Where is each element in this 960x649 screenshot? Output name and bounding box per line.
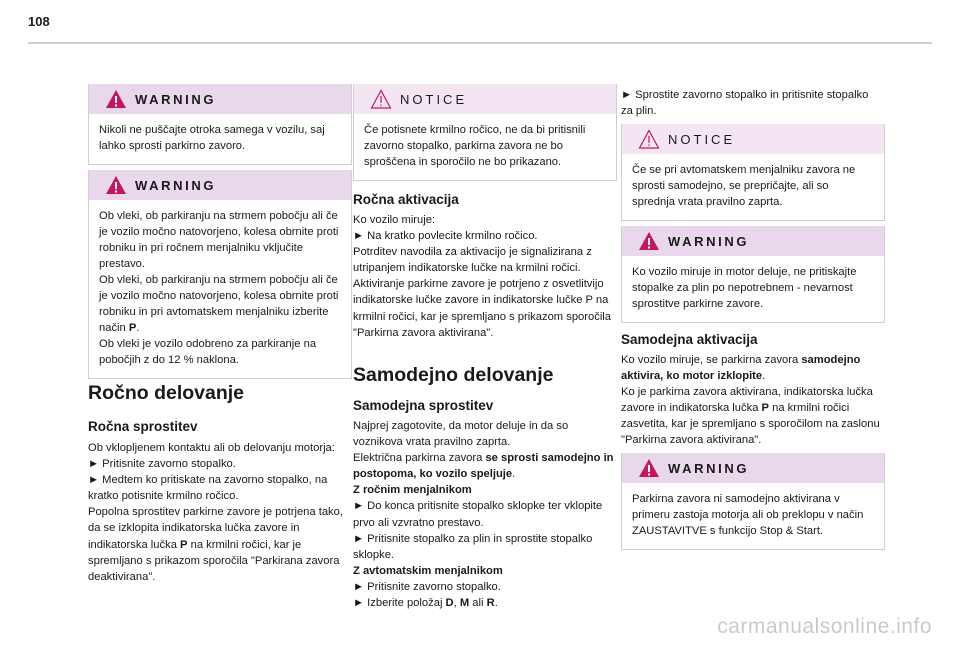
paragraph	[88, 504, 350, 584]
paragraph	[353, 482, 615, 498]
notice-icon	[370, 89, 392, 109]
step: ► Pritisnite zavorno stopalko.	[353, 580, 501, 593]
text-run: ,	[453, 597, 460, 610]
notice-title: NOTICE	[668, 132, 736, 147]
bold-run: se sprosti samodejno in postopoma, ko vozilo speljuje	[353, 452, 614, 481]
warning-paragraph: Ob vleki je vozilo odobreno za parkiranje na pobočjih z do 12 % naklona.	[99, 338, 317, 366]
subsection-heading: Samodejna aktivacija	[621, 332, 758, 347]
notice-icon	[638, 129, 660, 149]
warning-title: WARNING	[668, 461, 750, 476]
warning-header	[622, 453, 884, 483]
notice-header	[354, 84, 616, 114]
paragraph	[621, 384, 883, 448]
section-heading: Samodejno delovanje	[353, 364, 554, 386]
body-text	[88, 440, 350, 585]
watermark: carmanualsonline.info	[717, 615, 932, 638]
bold-run: Z avtomatskim menjalnikom	[353, 564, 503, 577]
bold-run: M	[459, 597, 470, 610]
step: ► Sprostite zavorno stopalko in pritisnite stopalko za plin.	[621, 89, 869, 118]
bold-run: samodejno aktivira, ko motor izklopite	[621, 354, 861, 383]
text-run: .	[136, 322, 140, 334]
subsection-heading: Ročna sprostitev	[88, 419, 198, 434]
paragraph: Ko vozilo miruje:	[353, 214, 436, 226]
paragraph: Potrditev navodila za aktivacijo je signalizirana z utripanjem indikatorske lučke na krmilni ročici. Aktiviranje parkirne zavore je potrjeno z osvetlitvijo indikatorske lučke zavore in indikatorske lučke P na krmilni ročici, kar je spremljano s prikazom sporočila "Parkirna zavora aktivirana".	[353, 246, 612, 339]
paragraph	[353, 450, 615, 482]
paragraph: Najprej zagotovite, da motor deluje in da so voznikova vrata pravilno zaprta.	[353, 420, 569, 449]
text-run: ali	[469, 597, 487, 610]
paragraph	[621, 352, 883, 384]
warning-box-3	[621, 226, 885, 323]
page-number: 108	[28, 14, 50, 29]
body-text	[353, 212, 615, 341]
warning-title: WARNING	[135, 92, 217, 107]
text-run: .	[762, 370, 766, 383]
text-run: na krmilni ročici zasvetita, kar je spremljano s sporočilom na zaslonu "Parkirna zavora aktivirana".	[621, 402, 880, 447]
subsection-heading: Samodejna sprostitev	[353, 398, 494, 413]
subsection-heading: Ročna aktivacija	[353, 192, 459, 207]
step: ► Pritisnite zavorno stopalko.	[88, 458, 236, 471]
warning-text: Ko vozilo miruje in motor deluje, ne pritiskajte stopalke za plin po nepotrebnem - nevarnost sprostitve parkirne zavore.	[632, 266, 857, 310]
text-run: Ko vozilo miruje, se parkirna zavora	[621, 354, 802, 366]
step: ► Na kratko povlecite krmilno ročico.	[353, 230, 538, 243]
warning-text: Nikoli ne puščajte otroka samega v vozilu, saj lahko sprosti parkirno zavoro.	[99, 124, 325, 152]
text-run: Popolna sprostitev parkirne zavore je potrjena tako, da se izklopita indikatorska lučka zavore in indikatorska lučka	[88, 506, 343, 551]
bold-run: P	[761, 402, 770, 415]
text-run: ► Izberite položaj	[353, 597, 446, 610]
bold-run: P	[180, 538, 188, 551]
notice-text: Če potisnete krmilno ročico, ne da bi pritisnili zavorno stopalko, parkirna zavora ne bo sproščena in sporočilo ne bo prikazano.	[364, 124, 586, 168]
header-rule	[28, 42, 932, 44]
text-run: na krmilni ročici, kar je spremljano s prikazom sporočila "Parkirana zavora deaktivirana".	[88, 538, 340, 583]
text-run: .	[494, 597, 498, 610]
notice-box	[621, 124, 885, 221]
body-text	[621, 352, 883, 449]
notice-box	[353, 84, 617, 181]
text-run: .	[512, 468, 516, 481]
warning-box-4	[621, 453, 885, 550]
body-text	[353, 418, 615, 611]
step	[353, 595, 615, 611]
warning-text: Parkirna zavora ni samodejno aktivirana v primeru zastoja motorja ali ob preklopu v način ZAUSTAVITVE s funkcijo Stop & Start.	[632, 493, 864, 537]
text-run: Ko je parkirna zavora aktivirana, indikatorska lučka zavore in indikatorska lučka	[621, 386, 873, 415]
text-run: Ob vleki, ob parkiranju na strmem pobočju ali če je vozilo močno natovorjeno, kolesa obrnite proti robniku in pri avtomatskem menjalniku izberite način	[99, 274, 339, 334]
bold-run: R	[486, 597, 495, 610]
warning-title: WARNING	[135, 178, 217, 193]
notice-text: Če se pri avtomatskem menjalniku zavora ne sprosti samodejno, se prepričajte, ali so sprednja vrata pravilno zaprta.	[632, 164, 856, 208]
warning-header	[622, 226, 884, 256]
warning-header	[89, 170, 351, 200]
paragraph	[353, 563, 615, 579]
warning-icon	[638, 231, 660, 251]
notice-header	[622, 124, 884, 154]
warning-title: WARNING	[668, 234, 750, 249]
text-run: Električna parkirna zavora	[353, 452, 486, 465]
warning-icon	[105, 89, 127, 109]
bold-run: Z ročnim menjalnikom	[353, 484, 472, 497]
bold-run: P	[128, 322, 137, 334]
section-heading: Ročno delovanje	[88, 382, 245, 404]
warning-header	[89, 84, 351, 114]
warning-box-1	[88, 84, 352, 165]
step: ► Do konca pritisnite stopalko sklopke ter vklopite prvo ali vzvratno prestavo.	[353, 500, 603, 529]
warning-box-2	[88, 170, 352, 379]
paragraph: Ob vklopljenem kontaktu ali ob delovanju motorja:	[88, 442, 335, 454]
step: ► Medtem ko pritiskate na zavorno stopalko, na kratko potisnite krmilno ročico.	[88, 474, 328, 503]
warning-paragraph: Ob vleki, ob parkiranju na strmem pobočju ali če je vozilo močno natovorjeno, kolesa obrnite proti robniku in pri ročnem menjalniku vključite prestavo.	[99, 210, 339, 270]
warning-icon	[105, 175, 127, 195]
notice-title: NOTICE	[400, 92, 468, 107]
step: ► Pritisnite stopalko za plin in sprostite stopalko sklopke.	[353, 532, 593, 561]
body-text	[621, 87, 883, 119]
warning-paragraph	[99, 272, 341, 336]
bold-run: D	[445, 597, 454, 610]
warning-icon	[638, 458, 660, 478]
